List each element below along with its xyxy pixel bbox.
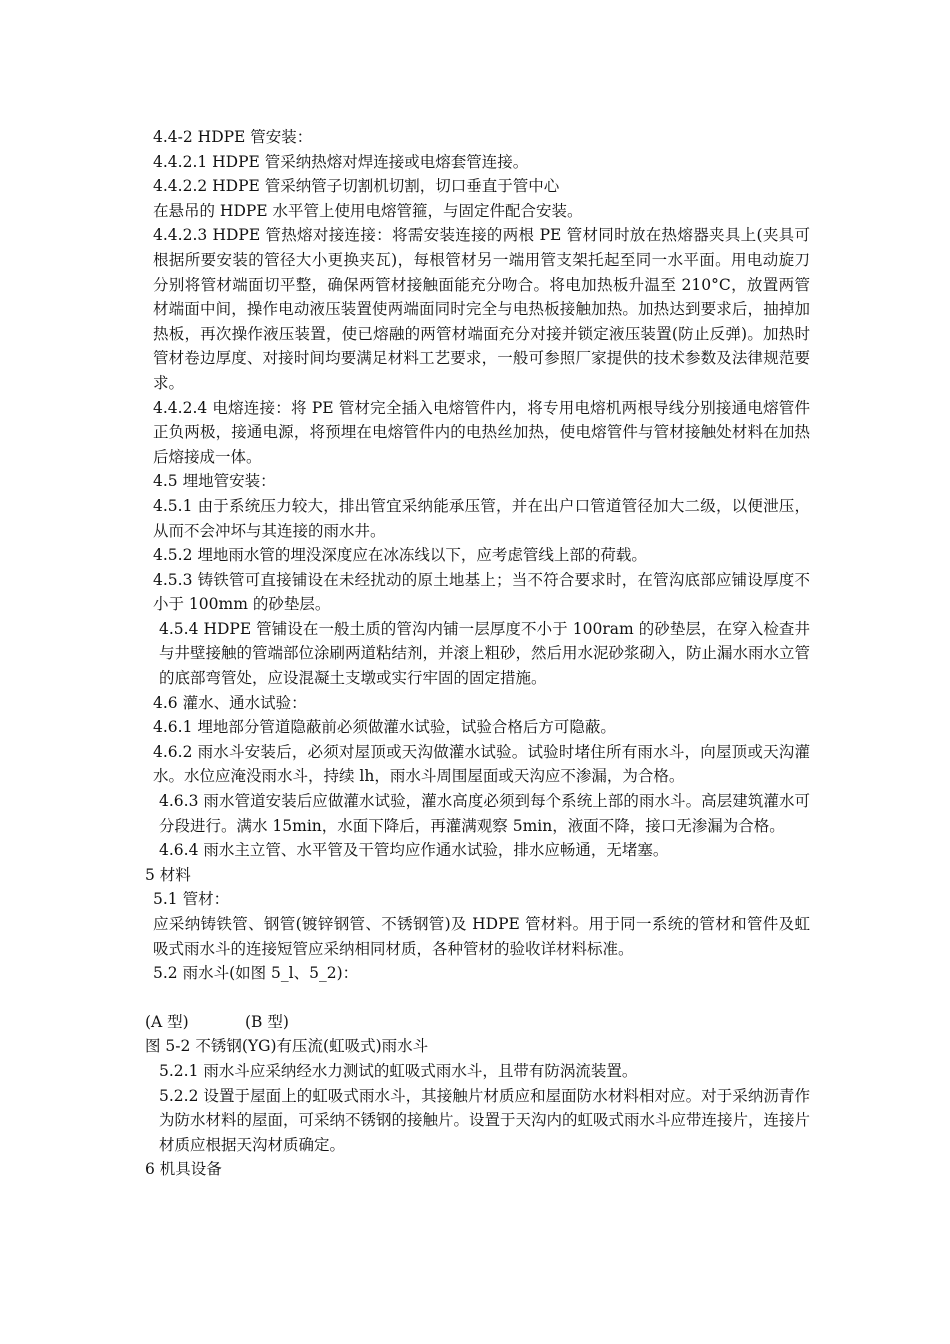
para-4-6-4: 4.6.4 雨水主立管、水平管及干管均应作通水试验，排水应畅通，无堵塞。 [159, 841, 669, 860]
para-4-4-2-3: 4.4.2.3 HDPE 管热熔对接连接：将需安装连接的两根 PE 管材同时放在热熔器夹具上(夹具可根据所要安装的管径大小更换夹瓦)，每根管材另一端用管支架托起至同一水平面。用电动旋刀分别将管材端面切平整，确保两管材接触面能充分吻合。将电加热板升温至 210°C，放置两管材端面中间，操作电动液压装置使两端面同时完全与电热板接触加热。加热达到要求后，抽掉加热板，再次操作液压装置，使已熔融的两管材端面充分对接并锁定液压装置(防止反弹)。加热时管材卷边厚度、对接时间均要满足材料工艺要求，一般可参照厂家提供的技术参数及法律规范要求。 [153, 226, 810, 392]
document-page [145, 125, 810, 1182]
para-4-6: 4.6 灌水、通水试验： [153, 693, 307, 712]
para-4-6-3: 4.6.3 雨水管道安装后应做灌水试验，灌水高度必须到每个系统上部的雨水斗。高层建筑灌水可分段进行。满水 15min，水面下降后，再灌满观察 5min，液面不降，接口无渗漏为合格。 [159, 792, 810, 835]
para-4-5-2: 4.5.2 埋地雨水管的埋没深度应在冰冻线以下，应考虑管线上部的荷载。 [153, 546, 647, 565]
figure-caption: 图 5-2 不锈钢(YG)有压流(虹吸式)雨水斗 [145, 1037, 429, 1056]
type-b-label: (B 型) [245, 1012, 289, 1031]
para-4-4-2-1: 4.4.2.1 HDPE 管采纳热熔对焊连接或电熔套管连接。 [153, 152, 529, 171]
heading-5-materials: 5 材料 [145, 865, 191, 884]
para-4-5-4: 4.5.4 HDPE 管铺设在一般土质的管沟内铺一层厚度不小于 100ram 的砂垫层，在穿入检查井与井壁接触的管端部位涂刷两道粘结剂，并滚上粗砂，然后用水泥砂浆砌入，防止漏水雨水立管的底部弯管处，应设混凝土支墩或实行牢固的固定措施。 [159, 619, 811, 688]
para-5-2-2: 5.2.2 设置于屋面上的虹吸式雨水斗，其接触片材质应和屋面防水材料相对应。对于采纳沥青作为防水材料的屋面，可采纳不锈钢的接触片。设置于天沟内的虹吸式雨水斗应带连接片，连接片材质应根据天沟材质确定。 [159, 1086, 811, 1154]
para-4-4-2-4: 4.4.2.4 电熔连接：将 PE 管材完全插入电熔管件内，将专用电熔机两根导线分别接通电熔管件正负两极，接通电源，将预埋在电熔管件内的电热丝加热，使电熔管件与管材接触处材料在加热后熔接成一体。 [153, 398, 810, 466]
figure-gap [145, 986, 810, 1010]
para-pipe-materials: 应采纳铸铁管、钢管(镀锌钢管、不锈钢管)及 HDPE 管材料。用于同一系统的管材和管件及虹吸式雨水斗的连接短管应采纳相同材质，各种管材的验收详材料标准。 [153, 915, 810, 958]
para-4-4-2: 4.4-2 HDPE 管安装： [153, 128, 313, 146]
heading-6-equipment: 6 机具设备 [145, 1160, 222, 1179]
para-4-6-1: 4.6.1 埋地部分管道隐蔽前必须做灌水试验，试验合格后方可隐蔽。 [153, 718, 616, 737]
figure-type-labels [145, 1010, 810, 1035]
para-4-6-2: 4.6.2 雨水斗安装后，必须对屋顶或天沟做灌水试验。试验时堵住所有雨水斗，向屋顶或天沟灌水。水位应淹没雨水斗，持续 lh，雨水斗周围屋面或天沟应不渗漏，为合格。 [153, 742, 810, 786]
para-4-5-1: 4.5.1 由于系统压力较大，排出管宜采纳能承压管，并在出户口管道管径加大二级，以便泄压，从而不会冲坏与其连接的雨水井。 [153, 496, 810, 540]
para-5-2-1: 5.2.1 雨水斗应采纳经水力测试的虹吸式雨水斗，且带有防涡流装置。 [159, 1061, 638, 1080]
para-hanging-pipe: 在悬吊的 HDPE 水平管上使用电熔管箍，与固定件配合安装。 [153, 201, 583, 220]
para-4-5: 4.5 埋地管安装： [153, 472, 276, 491]
para-5-1: 5.1 管材： [153, 890, 230, 909]
para-5-2: 5.2 雨水斗(如图 5_l、5_2)： [153, 964, 359, 983]
para-4-4-2-2: 4.4.2.2 HDPE 管采纳管子切割机切割，切口垂直于管中心 [153, 177, 560, 196]
para-4-5-3: 4.5.3 铸铁管可直接铺设在未经扰动的原土地基上；当不符合要求时，在管沟底部应铺设厚度不小于 100mm 的砂垫层。 [153, 570, 810, 614]
type-a-label: (A 型) [145, 1012, 189, 1031]
